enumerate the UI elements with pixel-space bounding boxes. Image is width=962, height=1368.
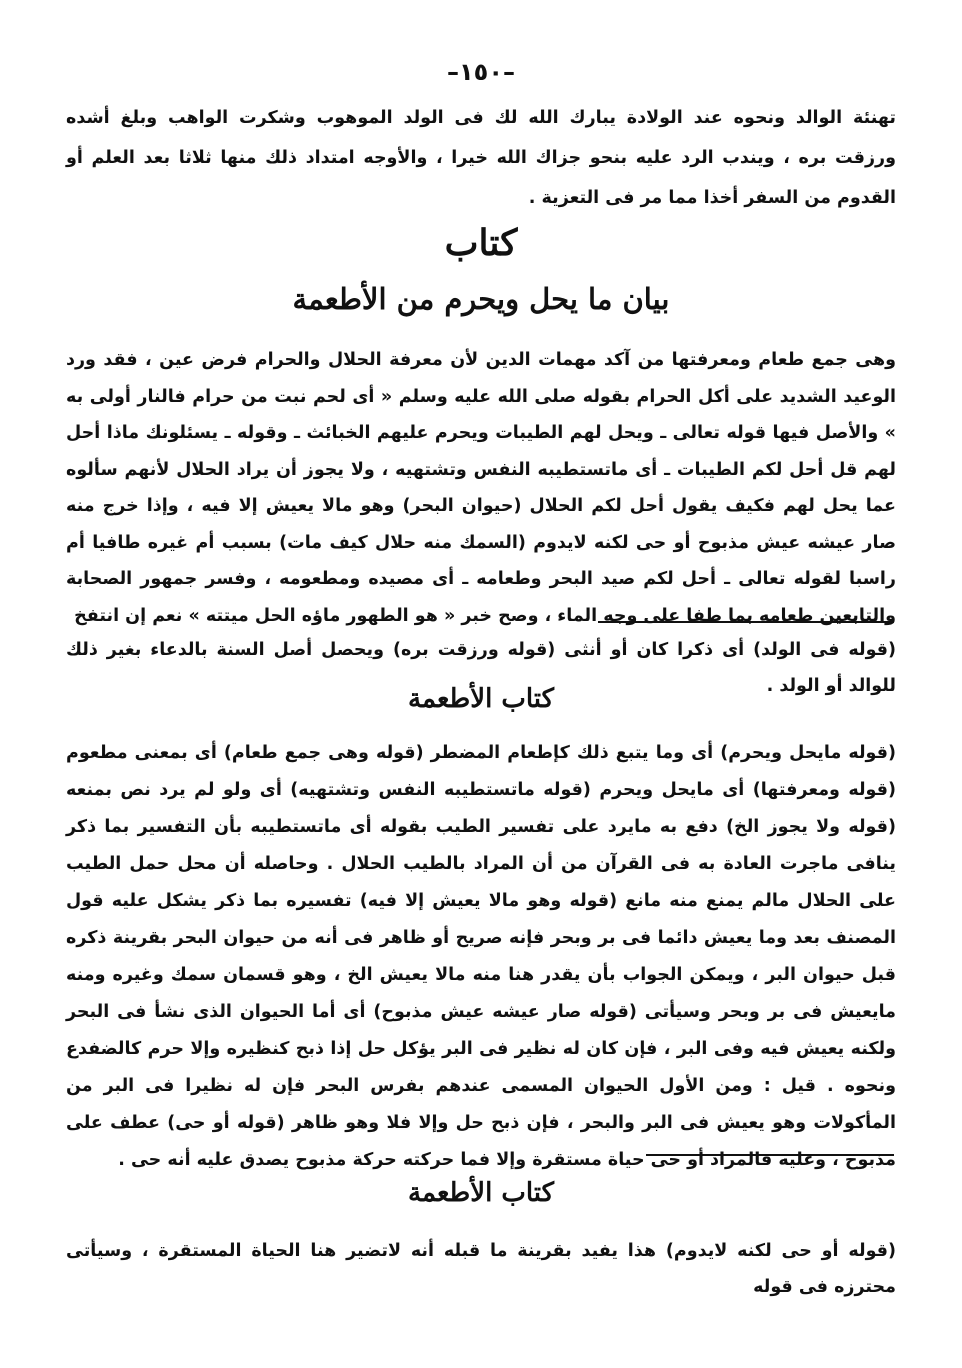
opening-paragraph-text: تهنئة الوالد ونحوه عند الولادة يبارك الله لك فى الولد الموهوب وشكرت الواهب وبلغ أشده ورزقت بره ، ويندب الرد عليه بنحو جزاك الله خيرا ، والأوجه امتداد ذلك منها ثلاثا بعد العلم أو القدوم من السفر أخذا مما مر فى التعزية . (66, 108, 896, 208)
commentary-paragraph-3 (66, 1233, 896, 1305)
footnote-divider (598, 621, 894, 623)
page-number: –١٥٠– (447, 58, 515, 86)
chapter-subtitle: بيان ما يحل ويحرم من الأطعمة (292, 282, 670, 316)
main-text: وهى جمع طعام ومعرفتها من آكد مهمات الدين لأن معرفة الحلال والحرام فرض عين ، فقد ورد الوعيد الشديد على أكل الحرام بقوله صلى الله عليه وسلم « أى لحم نبت من حرام فالنار أولى به » والأصل فيها قوله تعالى ـ ويحل لهم الطيبات ويحرم عليهم الخبائث ـ وقوله ـ يسئلونك ماذا أحل لهم قل أحل لكم الطيبات ـ أى ماتستطيبه النفس وتشتهيه ، ولا يجوز أن يراد الحلال لأنهم سألوه عما يحل لهم فكيف يقول أحل لكم الحلال (حيوان البحر) وهو مالا يعيش إلا فيه ، وإذا خرج منه صار عيشه عيش مذبوح أو حى لكنه لايدوم (السمك منه حلال كيف مات) بسبب أم غيره طافيا أم راسبا لقوله تعالى ـ أحل لكم صيد البحر وطعامه ـ أى مصيده ومطعومه ، وفسر جمهور الصحابة والتابعين طعامه بما طفا على وجه الماء ، وصح خبر « هو الطهور ماؤه الحل ميتته » نعم إن انتفخ (66, 350, 896, 626)
commentary-heading-1: كتاب الأطعمة (408, 684, 554, 714)
commentary-text-2: (قوله مايحل ويحرم) أى وما يتبع ذلك كإطعام المضطر (قوله وهى جمع طعام) أى بمعنى مطعوم (قوله ومعرفتها) أى مايحل ويحرم (قوله ماتستطيبه النفس وتشتهيه) أى ولو لم يرد نص بمنعه (قوله ولا يجوز الخ) دفع به مايرد على تفسير الطيب بقوله أى ماتستطيبه بأن التفسير بما ذكر ينافى ماجرت العادة به فى القرآن من أن المراد بالطيب الحلال . وحاصله أن محل حمل الطيب على الحلال مالم يمنع منه مانع (قوله وهو مالا يعيش إلا فيه) تفسيره بما ذكر يشكل عليه قول المصنف بعد وما يعيش دائما فى بر وبحر فإنه صريح أو ظاهر فى أنه من حيوان البحر بقرينة ذكره قبل حيوان البر ، ويمكن الجواب بأن يقدر هنا منه مالا يعيش الخ ، وهو قسمان سمك وغيره ومنه مايعيش فى بر وبحر وسيأتى (قوله صار عيشه عيش مذبوح) أى أما الحيوان الذى نشأ فى البحر ولكنه يعيش فيه وفى البر ، فإن كان له نظير فى البر يؤكل حل إذا ذبح كنظيره وإلا حرم كالضفدع ونحوه . قيل : ومن الأول الحيوان المسمى عندهم بفرس البحر فإن له نظيرا فى البر من المأكولات وهو يعيش فى البر والبحر ، فإن ذبح حل وإلا فلا وهو ظاهر (قوله أو حى) عطف على مذبوح ، وعليه فالمراد أو حى حياة مستقرة وإلا فما حركته حركة مذبوح يصدق عليه أنه حى . (66, 743, 896, 1170)
chapter-heading: كتاب (444, 222, 518, 264)
commentary-text-3: (قوله أو حى لكنه لايدوم) هذا يفيد بقرينة ما قبله أنه لاتضير هنا الحياة المستقرة ، وسيأتى محترزه فى قوله (66, 1241, 896, 1297)
commentary-text-1: (قوله فى الولد) أى ذكرا كان أو أنثى (قوله ورزقت بره) ويحصل أصل السنة بالدعاء بغير ذلك للوالد أو الولد . (66, 640, 896, 696)
opening-paragraph (66, 98, 896, 218)
section-divider (646, 1154, 894, 1156)
commentary-heading-2: كتاب الأطعمة (408, 1178, 554, 1208)
commentary-paragraph-2 (66, 735, 896, 1179)
main-text-paragraph (66, 342, 896, 634)
